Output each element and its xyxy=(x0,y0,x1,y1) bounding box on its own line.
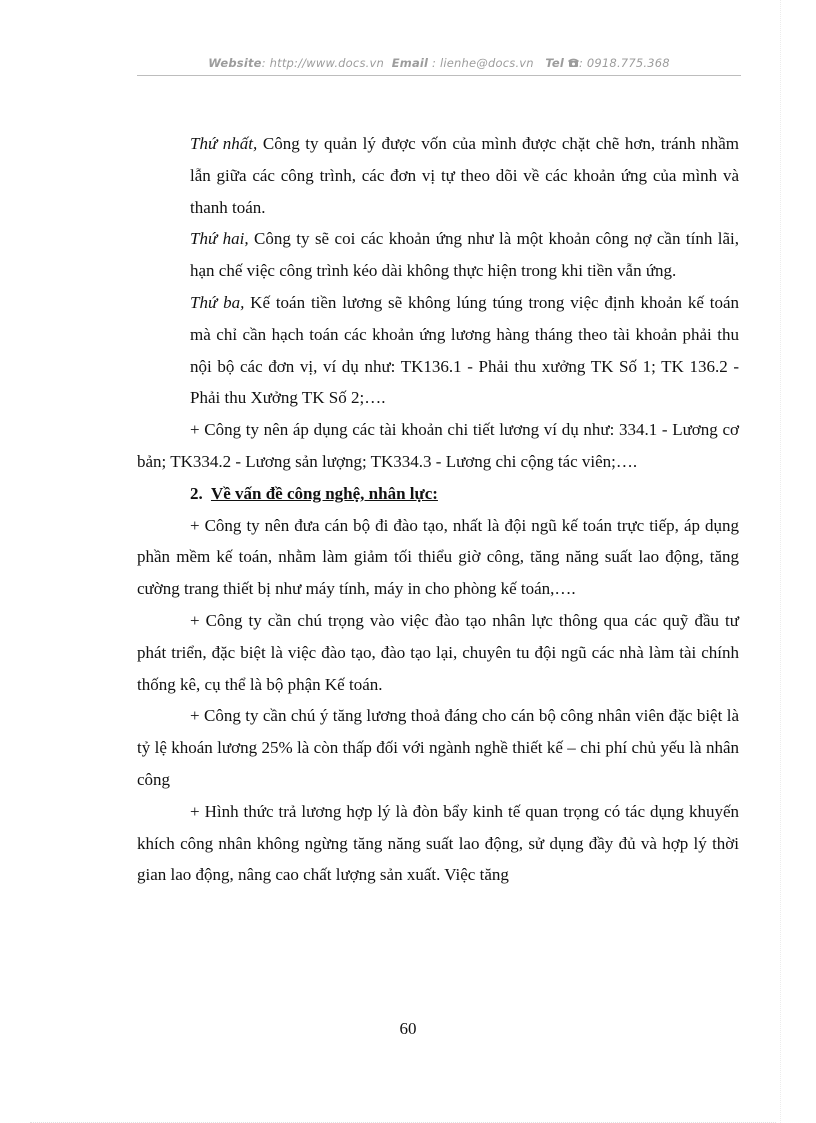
heading-number: 2. xyxy=(190,483,203,503)
email-label: Email xyxy=(391,56,429,70)
page-number: 60 xyxy=(399,1019,417,1038)
paragraph-dao-tao-nhan-luc: + Công ty cần chú trọng vào việc đào tạo nhân lực thông qua các quỹ đầu tư phát triển, đặc biệt là việc đào tạo, đào tạo lại, chuyên tu đội ngũ các nhà làm tài chính thống kê, cụ thể là bộ phận Kế toán. xyxy=(137,610,739,694)
paragraph-text: Kế toán tiền lương sẽ không lúng túng trong việc định khoản kế toán mà chỉ cần hạch toán các khoản ứng lương hàng tháng theo tài khoản phải thu nội bộ các đơn vị, ví dụ như: TK136.1 - Phải thu xưởng TK Số 1; TK 136.2 - Phải thu Xưởng TK Số 2;…. xyxy=(190,292,739,408)
paragraph-lead: Thứ ba, xyxy=(190,292,245,312)
document-body xyxy=(137,128,739,891)
paragraph-tang-luong: + Công ty cần chú ý tăng lương thoả đáng cho cán bộ công nhân viên đặc biệt là tỷ lệ khoán lương 25% là còn thấp đối với ngành nghề thiết kế – chi phí chủ yếu là nhân công xyxy=(137,706,739,789)
page-border xyxy=(780,0,781,1123)
paragraph-text: Công ty quản lý được vốn của mình được chặt chẽ hơn, tránh nhầm lẫn giữa các công trình, các đơn vị tự theo dõi về các khoản ứng của mình và thanh toán. xyxy=(190,134,739,217)
paragraph-tai-khoan-chi-tiet: + Công ty nên áp dụng các tài khoản chi tiết lương ví dụ như: 334.1 - Lương cơ bản; TK334.2 - Lương sản lượng; TK334.3 - Lương chi cộng tác viên;…. xyxy=(137,420,739,471)
header-divider xyxy=(137,75,741,76)
paragraph-thu-hai xyxy=(137,223,739,287)
paragraph-text: Công ty sẽ coi các khoản ứng như là một khoản công nợ cần tính lãi, hạn chế việc công trình kéo dài không thực hiện trong khi tiền vẫn ứng. xyxy=(190,229,739,281)
paragraph-lead: Thứ nhất, xyxy=(190,134,258,153)
heading-title: Về vấn đề công nghệ, nhân lực: xyxy=(210,483,438,503)
website-value: : http://www.docs.vn xyxy=(261,56,384,70)
paragraph-lead: Thứ hai, xyxy=(190,229,249,249)
tel-value: : 0918.775.368 xyxy=(578,56,670,70)
page-header xyxy=(137,56,741,70)
phone-icon xyxy=(568,56,579,70)
paragraph-dao-tao-can-bo: + Công ty nên đưa cán bộ đi đào tạo, nhất là đội ngũ kế toán trực tiếp, áp dụng phần mềm kế toán, nhằm làm giảm tối thiểu giờ công, tăng năng suất lao động, tăng cường trang thiết bị như máy tính, máy in cho phòng kế toán,…. xyxy=(137,515,739,599)
email-value: : lienhe@docs.vn xyxy=(428,56,534,70)
tel-label: Tel xyxy=(545,56,565,70)
paragraph-hinh-thuc-tra-luong: + Hình thức trả lương hợp lý là đòn bẩy kinh tế quan trọng có tác dụng khuyến khích công nhân không ngừng tăng năng suất lao động, sử dụng đầy đủ và hợp lý thời gian lao động, nâng cao chất lượng sản xuất. Việc tăng xyxy=(137,801,739,885)
paragraph-thu-ba xyxy=(137,287,739,414)
section-heading xyxy=(137,478,739,510)
website-label: Website xyxy=(208,56,262,70)
paragraph-thu-nhat xyxy=(137,128,739,223)
